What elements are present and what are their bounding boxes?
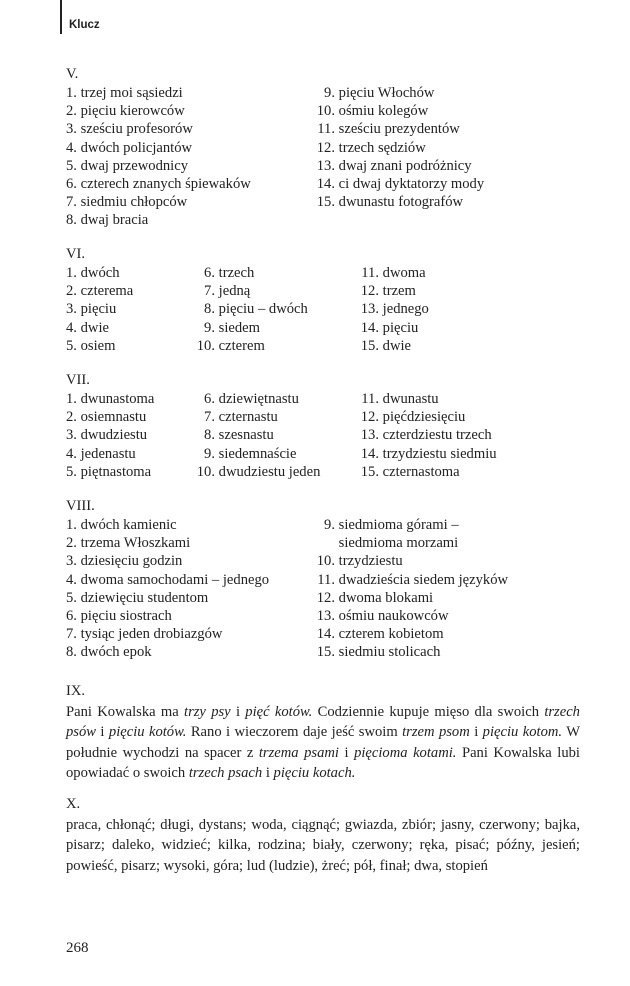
text-run: W południe wychodzi na spacer z bbox=[66, 724, 580, 761]
item-text: jedenastu bbox=[80, 445, 136, 462]
answer-item bbox=[66, 282, 133, 300]
answer-item bbox=[316, 534, 508, 552]
answer-item bbox=[316, 102, 484, 120]
item-text: czterdziestu trzech bbox=[382, 427, 492, 444]
item-text: trzej moi sąsiedzi bbox=[80, 85, 183, 101]
item-number: 4. bbox=[66, 445, 77, 462]
answer-item bbox=[66, 571, 269, 589]
item-text: piętnastoma bbox=[80, 463, 152, 480]
item-number: 13. bbox=[360, 301, 379, 318]
item-text: dwunastoma bbox=[80, 391, 155, 407]
item-text: dwóch kamienic bbox=[80, 517, 177, 533]
item-number: 7. bbox=[204, 409, 215, 426]
answer-item bbox=[360, 408, 497, 426]
item-number: 6. bbox=[204, 265, 215, 281]
item-number: 5. bbox=[66, 337, 77, 354]
answer-item bbox=[316, 157, 484, 175]
item-number: 10. bbox=[196, 463, 215, 480]
item-text: dwunastu bbox=[382, 391, 439, 407]
text-run: i bbox=[262, 765, 274, 782]
answer-item bbox=[66, 102, 251, 120]
answer-item bbox=[196, 445, 320, 463]
answer-column-2 bbox=[196, 390, 320, 481]
answer-item bbox=[66, 120, 251, 138]
answer-item bbox=[66, 211, 251, 229]
answer-item bbox=[66, 264, 133, 282]
item-number: 6. bbox=[66, 607, 77, 624]
answer-item bbox=[66, 426, 154, 444]
answer-item bbox=[360, 426, 497, 444]
item-text: dwoma bbox=[382, 265, 426, 281]
item-text: dwudziestu bbox=[80, 427, 148, 444]
answer-item bbox=[66, 193, 251, 211]
item-number: 5. bbox=[66, 589, 77, 606]
answer-item bbox=[66, 84, 251, 102]
text-run: i bbox=[230, 704, 246, 720]
item-number: 7. bbox=[66, 194, 77, 211]
answer-item bbox=[360, 300, 429, 318]
item-text: dwaj znani podróżnicy bbox=[338, 157, 472, 174]
answer-column-2 bbox=[196, 264, 308, 355]
answer-item bbox=[316, 643, 508, 661]
text-run: i bbox=[338, 744, 355, 761]
italic-phrase: pięć kotów. bbox=[245, 704, 313, 720]
item-number: 15. bbox=[360, 337, 379, 354]
answer-item bbox=[316, 193, 484, 211]
item-text: pięciu kierowców bbox=[80, 103, 185, 120]
item-number: 12. bbox=[360, 409, 379, 426]
item-number: 9. bbox=[324, 85, 335, 101]
section-heading: VII. bbox=[66, 372, 90, 388]
answer-item bbox=[316, 571, 508, 589]
answer-column-right bbox=[316, 516, 508, 662]
item-text: trzech sędziów bbox=[338, 139, 426, 156]
running-header bbox=[60, 0, 100, 34]
answer-item bbox=[360, 390, 497, 408]
item-text: pięciu – dwóch bbox=[218, 301, 308, 318]
item-text: ośmiu kolegów bbox=[338, 103, 429, 120]
answer-item bbox=[66, 300, 133, 318]
item-number: 14. bbox=[360, 319, 379, 336]
answer-item bbox=[66, 607, 269, 625]
section-heading: VI. bbox=[66, 246, 86, 262]
text-run: i bbox=[469, 724, 483, 741]
item-text: dwie bbox=[382, 337, 412, 354]
answer-item bbox=[196, 264, 308, 282]
answer-column-right bbox=[316, 84, 484, 211]
answer-item bbox=[196, 337, 308, 355]
item-number: 2. bbox=[66, 103, 77, 120]
item-text: czterem bbox=[218, 337, 265, 354]
answer-item bbox=[316, 607, 508, 625]
item-text: pięciu bbox=[80, 301, 117, 318]
item-number: 13. bbox=[360, 427, 379, 444]
item-number: 9. bbox=[204, 445, 215, 462]
section-heading: V. bbox=[66, 66, 79, 82]
item-text: dwóch epok bbox=[80, 644, 152, 661]
text-run: i bbox=[96, 724, 109, 741]
answer-item bbox=[66, 625, 269, 643]
answer-item bbox=[316, 175, 484, 193]
answer-item bbox=[196, 390, 320, 408]
text-run: Rano i wieczorem daje jeść swoim bbox=[186, 724, 403, 741]
item-number: 1. bbox=[66, 517, 77, 533]
item-number: 6. bbox=[204, 391, 215, 407]
text-run: Codziennie kupuje mięso dla swoich bbox=[312, 704, 545, 720]
item-number: 10. bbox=[316, 103, 335, 120]
item-text: jedną bbox=[218, 283, 251, 300]
item-number: 5. bbox=[66, 463, 77, 480]
item-number: 15. bbox=[316, 644, 335, 661]
item-number: 3. bbox=[66, 553, 77, 570]
answer-item bbox=[66, 516, 269, 534]
italic-phrase: trzem psom bbox=[402, 724, 470, 741]
item-number: 1. bbox=[66, 85, 77, 101]
item-text: czterem kobietom bbox=[338, 626, 444, 643]
answer-column-3 bbox=[360, 264, 429, 355]
item-number: 3. bbox=[66, 427, 77, 444]
item-text: dziewięciu studentom bbox=[80, 589, 209, 606]
item-text: czternastu bbox=[218, 409, 278, 426]
item-number: 7. bbox=[204, 283, 215, 300]
text-run: Pani Kowalska ma bbox=[66, 704, 185, 720]
answer-item bbox=[66, 552, 269, 570]
item-text: siedemnaście bbox=[218, 445, 297, 462]
answer-item bbox=[316, 139, 484, 157]
section-heading-x: X. bbox=[66, 796, 81, 812]
item-text: siedmioma górami – bbox=[338, 517, 459, 533]
answer-item bbox=[66, 390, 154, 408]
item-text: trzydziestu bbox=[338, 553, 403, 570]
answer-item bbox=[360, 264, 429, 282]
item-number: 4. bbox=[66, 139, 77, 156]
item-number: 4. bbox=[66, 571, 77, 588]
item-number: 10. bbox=[196, 337, 215, 354]
answer-item bbox=[66, 463, 154, 481]
item-number: 6. bbox=[66, 175, 77, 192]
italic-phrase: pięcioma kotami. bbox=[354, 744, 457, 761]
item-text: trzem bbox=[382, 283, 416, 300]
text-run: Pani Kowalska lubi opowiadać o swoich bbox=[66, 744, 580, 782]
answer-item bbox=[316, 516, 508, 534]
answer-item bbox=[196, 300, 308, 318]
answer-item bbox=[66, 589, 269, 607]
item-number: 9. bbox=[324, 517, 335, 533]
answer-item bbox=[360, 319, 429, 337]
item-text: trzydziestu siedmiu bbox=[382, 445, 497, 462]
item-text: siedmioma morzami bbox=[338, 535, 459, 552]
section-x-paragraph: praca, chłonąć; długi, dystans; woda, ciągnąć; gwiazda, zbiór; jasny, czerwony; bajka, pisarz; daleko, widzieć; kilka, rodzina; biały, czerwony; ręka, pisać; późny, jesień; powieść, pisarz; wysoki, góra; lud (ludzie), żreć; pół, finał; dwa, stopień bbox=[66, 817, 580, 874]
item-number: 4. bbox=[66, 319, 77, 336]
item-number: 14. bbox=[360, 445, 379, 462]
answer-item bbox=[316, 120, 484, 138]
item-number: 11. bbox=[317, 571, 335, 588]
answer-column-3 bbox=[360, 390, 497, 481]
answer-item bbox=[316, 552, 508, 570]
page-number: 268 bbox=[66, 940, 89, 956]
item-number: 14. bbox=[316, 175, 335, 192]
item-text: ci dwaj dyktatorzy mody bbox=[338, 175, 485, 192]
item-text: trzema Włoszkami bbox=[80, 535, 191, 552]
item-text: tysiąc jeden drobiazgów bbox=[80, 626, 223, 643]
answer-item bbox=[66, 139, 251, 157]
answer-item bbox=[66, 319, 133, 337]
item-number: 1. bbox=[66, 265, 77, 281]
item-number: 14. bbox=[316, 626, 335, 643]
item-number: 8. bbox=[66, 644, 77, 661]
item-number: 3. bbox=[66, 301, 77, 318]
answer-item bbox=[316, 625, 508, 643]
item-number: 5. bbox=[66, 157, 77, 174]
item-number: 8. bbox=[66, 212, 77, 229]
item-text: pięciu bbox=[382, 319, 419, 336]
answer-item bbox=[196, 463, 320, 481]
item-text: siedem bbox=[218, 319, 260, 336]
item-text: dwunastu fotografów bbox=[338, 194, 464, 211]
answer-item bbox=[316, 84, 484, 102]
answer-column-left bbox=[66, 516, 269, 662]
item-number: 15. bbox=[316, 194, 335, 211]
section-ix-paragraph bbox=[66, 702, 580, 784]
item-text: dziesięciu godzin bbox=[80, 553, 183, 570]
answer-item bbox=[66, 175, 251, 193]
item-text: osiem bbox=[80, 337, 116, 354]
item-number: 12. bbox=[360, 283, 379, 300]
item-number: 12. bbox=[316, 139, 335, 156]
item-number: 2. bbox=[66, 535, 77, 552]
item-text: dwoma samochodami – jednego bbox=[80, 571, 270, 588]
item-text: dwóch bbox=[80, 265, 120, 281]
item-text: siedmiu chłopców bbox=[80, 194, 188, 211]
item-text: sześciu profesorów bbox=[80, 121, 193, 138]
header-title: Klucz bbox=[69, 19, 100, 31]
item-number: 12. bbox=[316, 589, 335, 606]
item-number: 2. bbox=[66, 283, 77, 300]
item-text: siedmiu stolicach bbox=[338, 644, 441, 661]
answer-item bbox=[196, 282, 308, 300]
answer-item bbox=[316, 589, 508, 607]
item-text: dwóch policjantów bbox=[80, 139, 193, 156]
italic-phrase: trzy psy bbox=[184, 704, 231, 720]
item-text: szesnastu bbox=[218, 427, 274, 444]
item-text: dwudziestu jeden bbox=[218, 463, 321, 480]
item-text: jednego bbox=[382, 301, 429, 318]
item-text: czterema bbox=[80, 283, 134, 300]
italic-phrase: pięciu kotów. bbox=[108, 724, 187, 741]
item-text: pięciu siostrach bbox=[80, 607, 172, 624]
answer-column-left bbox=[66, 84, 251, 230]
answer-item bbox=[360, 445, 497, 463]
answer-column-1 bbox=[66, 390, 154, 481]
answer-item bbox=[66, 643, 269, 661]
answer-item bbox=[66, 408, 154, 426]
item-number: 13. bbox=[316, 157, 335, 174]
item-number: 15. bbox=[360, 463, 379, 480]
item-text: ośmiu naukowców bbox=[338, 607, 449, 624]
section-heading: VIII. bbox=[66, 498, 95, 514]
item-number: 11. bbox=[317, 121, 335, 138]
answer-item bbox=[66, 157, 251, 175]
answer-item bbox=[66, 534, 269, 552]
item-number: 8. bbox=[204, 427, 215, 444]
italic-phrase: pięciu kotach. bbox=[273, 765, 356, 782]
item-number: 1. bbox=[66, 391, 77, 407]
item-number: 9. bbox=[204, 319, 215, 336]
item-text: dziewiętnastu bbox=[218, 391, 299, 407]
item-text: trzech bbox=[218, 265, 255, 281]
italic-phrase: trzema psami bbox=[258, 744, 339, 761]
answer-item bbox=[360, 282, 429, 300]
item-number: 13. bbox=[316, 607, 335, 624]
italic-phrase: trzech psach bbox=[188, 765, 263, 782]
item-text: pięćdziesięciu bbox=[382, 409, 466, 426]
answer-column-1 bbox=[66, 264, 133, 355]
item-number: 8. bbox=[204, 301, 215, 318]
answer-item bbox=[66, 445, 154, 463]
item-number: 11. bbox=[361, 265, 379, 281]
answer-item bbox=[360, 337, 429, 355]
answer-item bbox=[196, 426, 320, 444]
italic-phrase: pięciu kotom. bbox=[482, 724, 563, 741]
item-text: czternastoma bbox=[382, 463, 460, 480]
item-text: dwadzieścia siedem języków bbox=[338, 571, 509, 588]
item-number: 7. bbox=[66, 626, 77, 643]
answer-item bbox=[196, 408, 320, 426]
item-text: dwaj przewodnicy bbox=[80, 157, 188, 174]
item-text: sześciu prezydentów bbox=[338, 121, 460, 138]
item-text: dwaj bracia bbox=[80, 212, 149, 229]
item-number: 2. bbox=[66, 409, 77, 426]
answer-item bbox=[66, 337, 133, 355]
section-heading-ix: IX. bbox=[66, 683, 86, 699]
item-text: osiemnastu bbox=[80, 409, 147, 426]
item-text: dwoma blokami bbox=[338, 589, 434, 606]
item-number: 3. bbox=[66, 121, 77, 138]
item-number: 11. bbox=[361, 391, 379, 407]
item-text: dwie bbox=[80, 319, 109, 336]
answer-item bbox=[360, 463, 497, 481]
item-number: 10. bbox=[316, 553, 335, 570]
answer-item bbox=[196, 319, 308, 337]
italic-phrase: trzech psów bbox=[66, 704, 580, 741]
item-text: pięciu Włochów bbox=[338, 85, 435, 101]
item-text: czterech znanych śpiewaków bbox=[80, 175, 251, 192]
